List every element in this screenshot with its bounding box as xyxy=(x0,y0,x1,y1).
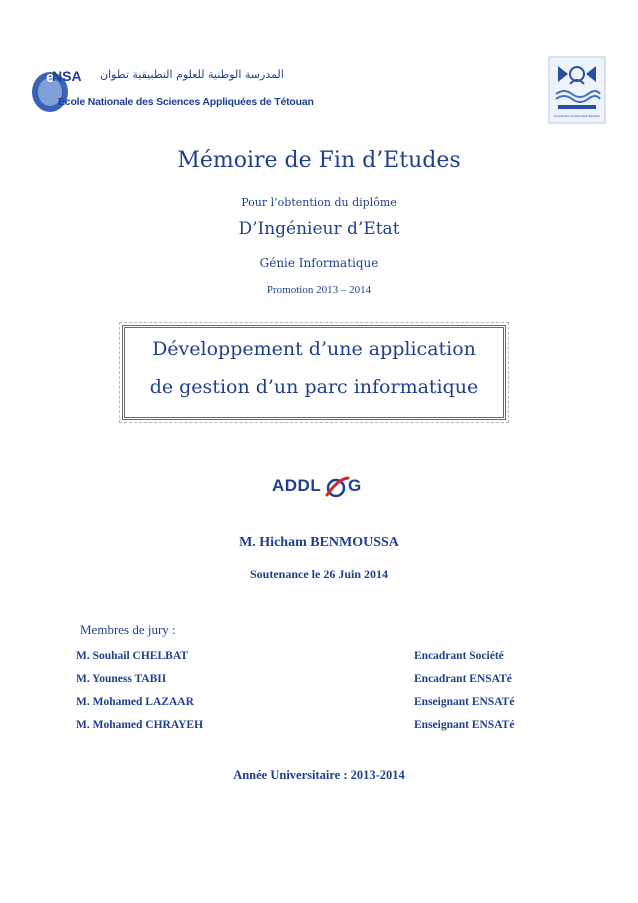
project-title-line-2: de gestion d’un parc informatique xyxy=(149,376,479,398)
jury-member-name: M. Mohamed CHRAYEH xyxy=(76,719,204,731)
jury-heading: Membres de jury : xyxy=(80,622,176,637)
jury-member-role: Encadrant ENSATé xyxy=(414,673,512,685)
addlog-text-part-1: ADDL xyxy=(272,476,322,495)
promotion: Promotion 2013 – 2014 xyxy=(266,284,372,296)
jury-member-name: M. Souhail CHELBAT xyxy=(76,650,188,662)
jury-member-name: M. Mohamed LAZAAR xyxy=(76,696,194,708)
project-title-line-1: Développement d’une application xyxy=(152,338,476,360)
memoir-title: Mémoire de Fin d’Etudes xyxy=(177,148,461,173)
addlog-swoosh-icon xyxy=(324,475,350,499)
academic-year: Année Universitaire : 2013-2014 xyxy=(233,768,405,782)
school-french-name: Ecole Nationale des Sciences Appliquées de Tétouan xyxy=(58,96,314,108)
memoir-subtitle: Pour l’obtention du diplôme xyxy=(241,196,397,209)
jury-member-role: Encadrant Société xyxy=(414,650,504,662)
addlog-text-part-2: G xyxy=(348,476,362,495)
jury-member-role: Enseignant ENSATé xyxy=(414,696,515,708)
ensa-mark-text: NSA xyxy=(52,68,82,84)
svg-text:e: e xyxy=(46,69,55,86)
degree-title: D’Ingénieur d’Etat xyxy=(238,219,400,239)
field-of-study: Génie Informatique xyxy=(259,256,379,270)
jury-member-name: M. Youness TABII xyxy=(76,673,167,685)
school-arabic-name: المدرسة الوطنية للعلوم التطبيقية تطوان xyxy=(100,68,284,81)
project-title-box xyxy=(122,325,506,420)
jury-member-role: Enseignant ENSATé xyxy=(414,719,515,731)
university-caption: Université Abdelmalek Essaadi xyxy=(553,114,601,118)
student-name: M. Hicham BENMOUSSA xyxy=(239,535,399,550)
university-seal xyxy=(548,56,606,124)
ensa-logo xyxy=(28,60,314,120)
addlog-logo xyxy=(272,474,372,500)
defense-date: Soutenance le 26 Juin 2014 xyxy=(249,567,388,581)
